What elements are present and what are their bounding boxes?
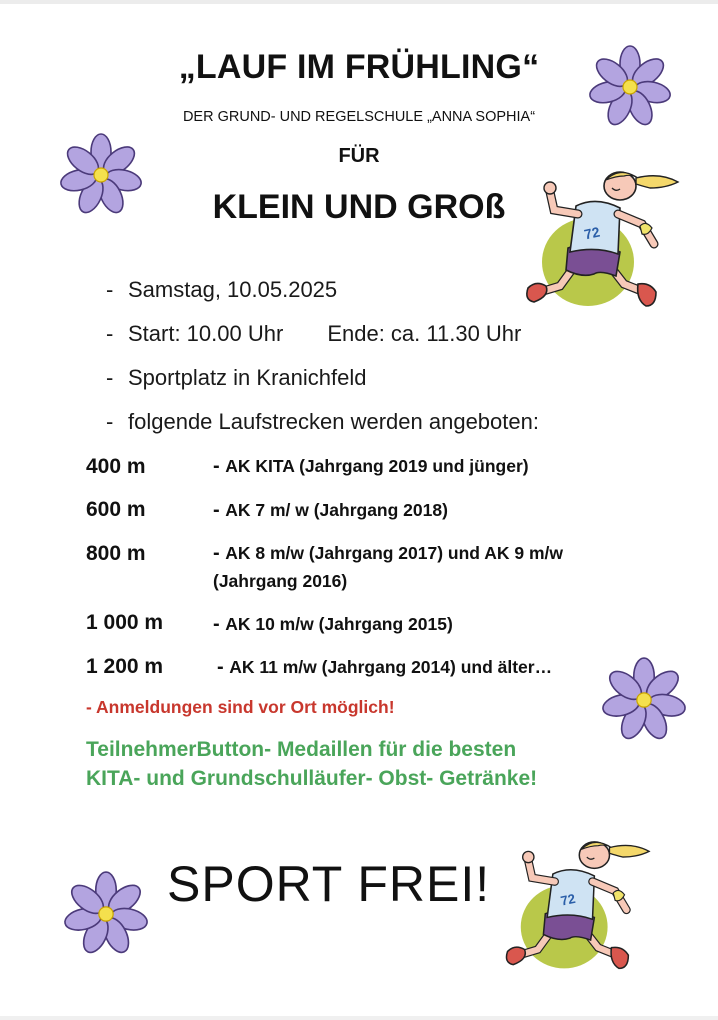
prizes-line-1: TeilnehmerButton- Medaillen für die besten [86, 738, 517, 761]
runner-girl-icon [520, 166, 698, 318]
route-distance: 1 000 m [86, 611, 164, 634]
flower-icon [600, 656, 688, 744]
route-distance: 400 m [86, 455, 146, 478]
end-time: Ende: ca. 11.30 Uhr [327, 321, 522, 346]
for-label: FÜR [338, 145, 380, 167]
route-description: - AK 7 m/ w (Jahrgang 2018) [213, 499, 448, 521]
route-distance: 800 m [86, 542, 146, 565]
route-description: - AK KITA (Jahrgang 2019 und jünger) [213, 455, 529, 477]
route-description: - AK 10 m/w (Jahrgang 2015) [213, 613, 453, 635]
route-distance: 600 m [86, 498, 146, 521]
bullet-dash: - [106, 277, 114, 302]
bullet-dash: - [106, 365, 114, 390]
location-item [106, 365, 366, 391]
route-description: - AK 8 m/w (Jahrgang 2017) und AK 9 m/w (Jahrgang 2016) [213, 542, 563, 591]
bullet-dash: - [106, 321, 114, 346]
date-text: Samstag, 10.05.2025 [128, 277, 338, 302]
flower-icon [587, 44, 673, 130]
page-title: „LAUF IM FRÜHLING“ [178, 48, 540, 86]
bib-number: 72 [559, 890, 577, 909]
route-description: - AK 11 m/w (Jahrgang 2014) und älter… [217, 656, 553, 678]
routes-intro-item [106, 409, 539, 435]
flower-icon [62, 870, 150, 958]
flower-icon [58, 132, 144, 218]
bib-number: 72 [582, 223, 602, 243]
date-item [106, 277, 337, 303]
registration-note: - Anmeldungen sind vor Ort möglich! [86, 697, 395, 717]
prizes-text [86, 735, 537, 793]
routes-intro-text: folgende Laufstrecken werden angeboten: [128, 409, 539, 434]
runner-girl-icon [500, 836, 668, 980]
time-item [106, 321, 521, 347]
bullet-dash: - [106, 409, 114, 434]
route-distance: 1 200 m [86, 655, 164, 678]
bottom-edge [0, 1016, 718, 1020]
location-text: Sportplatz in Kranichfeld [128, 365, 367, 390]
top-edge [0, 0, 718, 4]
start-time: Start: 10.00 Uhr [128, 321, 284, 346]
prizes-line-2: KITA- und Grundschulläufer- Obst- Getränke! [86, 767, 538, 790]
school-subtitle: DER GRUND- UND REGELSCHULE „ANNA SOPHIA“ [182, 109, 536, 125]
audience-heading: KLEIN UND GROß [212, 188, 506, 226]
closing-slogan: SPORT FREI! [167, 856, 491, 912]
